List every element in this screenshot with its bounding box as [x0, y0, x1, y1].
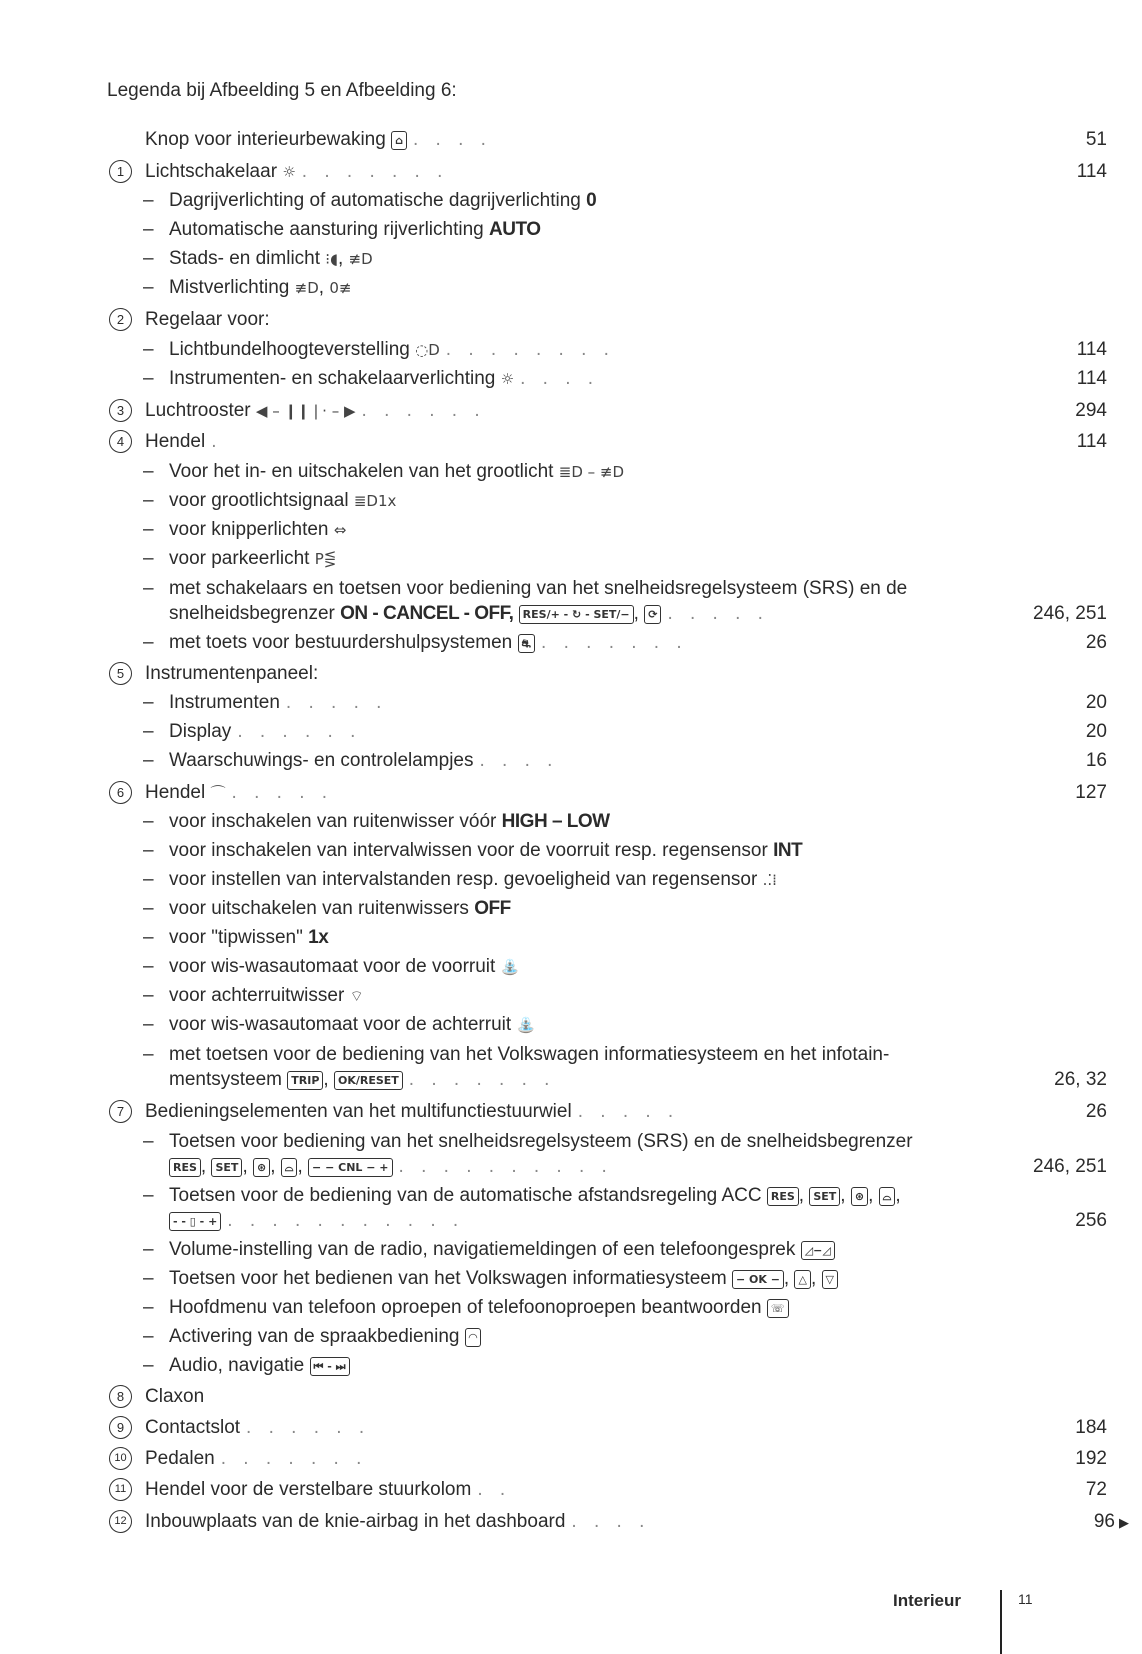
- front-fog-icon: ≢D: [294, 279, 319, 297]
- row-text: Claxon: [145, 1386, 205, 1407]
- page-ref: 246, 251: [1033, 603, 1107, 624]
- volume-key-icon: ◿−◿: [801, 1241, 835, 1260]
- row-text: snelheidsbegrenzer: [169, 603, 335, 624]
- row-text: Lichtbundelhoogteverstelling: [169, 339, 410, 360]
- phone-icon: ☏: [767, 1299, 789, 1318]
- res-key: RES: [169, 1158, 201, 1177]
- page-ref: 114: [1076, 431, 1107, 452]
- row-text: Instrumenten- en schakelaarverlichting: [169, 368, 496, 389]
- row-text: met toetsen voor de bediening van het Volkswagen informatiesysteem en het infotain-: [169, 1044, 890, 1065]
- page-ref: 96 ▶: [1093, 1511, 1129, 1532]
- set-key: SET: [809, 1187, 840, 1206]
- set-key: SET: [211, 1158, 242, 1177]
- page-ref: 26: [1085, 1101, 1107, 1122]
- row-text: Luchtrooster: [145, 400, 251, 421]
- row-text: Audio, navigatie: [169, 1355, 305, 1376]
- callout-badge: 12: [109, 1510, 132, 1533]
- turn-signal-icon: ⇔: [333, 521, 347, 539]
- page-ref: 114: [1076, 161, 1107, 182]
- callout-badge: 4: [109, 430, 132, 453]
- row-text: Hendel voor de verstelbare stuurkolom: [145, 1479, 472, 1500]
- callout-badge: 9: [109, 1416, 132, 1439]
- rear-wiper-icon: ⌔: [349, 987, 364, 1005]
- row-text: voor instellen van intervalstanden resp. gevoeligheid van regensensor: [169, 869, 758, 890]
- driver-assist-icon: ⛐: [518, 634, 536, 653]
- row-text: voor wis-wasautomaat voor de achterruit: [169, 1014, 512, 1035]
- continue-arrow-icon: ▶: [1119, 1515, 1129, 1530]
- row-text: Dagrijverlichting of automatische dagrijverlichting: [169, 190, 581, 211]
- row-text: Instrumenten: [169, 692, 280, 713]
- callout-badge: 1: [109, 160, 132, 183]
- parking-light-icon: P⋚: [314, 550, 337, 568]
- row-text: Hoofdmenu van telefoon oproepen of telefoonoproepen beantwoorden: [169, 1297, 762, 1318]
- row-text: mentsysteem: [169, 1069, 282, 1090]
- row-text: Contactslot: [145, 1417, 241, 1438]
- row-text: Voor het in- en uitschakelen van het grootlicht: [169, 461, 554, 482]
- callout-badge: 2: [109, 308, 132, 331]
- page-ref: 26: [1085, 632, 1107, 653]
- page-ref: 16: [1085, 750, 1107, 771]
- row-text: Inbouwplaats van de knie-airbag in het dashboard: [145, 1511, 566, 1532]
- section-title: Interieur: [893, 1591, 962, 1610]
- row-text: Toetsen voor het bedienen van het Volkswagen informatiesysteem: [169, 1268, 727, 1289]
- row-text: Mistverlichting: [169, 277, 290, 298]
- row-text: Bedieningselementen van het multifunctiestuurwiel: [145, 1101, 572, 1122]
- interval-icon: .⁚⁞: [762, 871, 777, 889]
- page-ref: 20: [1085, 692, 1107, 713]
- ok-key: − OK −: [732, 1270, 784, 1289]
- air-vent-icon: ◀ – ❙❙❘· – ▶: [255, 402, 356, 420]
- row-text: voor achterruitwisser: [169, 985, 345, 1006]
- row-text: voor inschakelen van intervalwissen voor de voorruit resp. regensensor: [169, 840, 768, 861]
- wiper-icon: ⌒: [210, 784, 226, 802]
- page-ref: 184: [1075, 1417, 1107, 1438]
- row-text: voor wis-wasautomaat voor de voorruit: [169, 956, 496, 977]
- page-ref: 72: [1085, 1479, 1107, 1500]
- row-text: Lichtschakelaar: [145, 161, 278, 182]
- voice-icon: ◠: [465, 1328, 481, 1347]
- row-text: Hendel: [145, 782, 206, 803]
- bold-code: OFF: [474, 898, 511, 919]
- row-text: met toets voor bestuurdershulpsystemen: [169, 632, 513, 653]
- row-text: Instrumentenpaneel:: [145, 663, 319, 684]
- callout-badge: 10: [109, 1447, 132, 1470]
- cnl-key: − − CNL − +: [308, 1158, 392, 1177]
- row-text: Hendel: [145, 431, 206, 452]
- row-text: voor grootlichtsignaal: [169, 490, 349, 511]
- callout-badge: 7: [109, 1100, 132, 1123]
- low-beam-icon: ≢D: [348, 250, 373, 268]
- skip-key: ⏮ - ⏭: [310, 1357, 350, 1376]
- page-ref: 256: [1075, 1210, 1107, 1231]
- rear-fog-icon: 0≢: [329, 279, 352, 297]
- bold-code: 1x: [308, 927, 329, 948]
- acc-icon: ⊛: [253, 1158, 270, 1177]
- row-text: voor "tipwissen": [169, 927, 303, 948]
- row-text: Stads- en dimlicht: [169, 248, 321, 269]
- distance-icon: ⌓: [879, 1187, 896, 1206]
- acc-icon: ⊛: [851, 1187, 868, 1206]
- row-text: voor inschakelen van ruitenwisser vóór: [169, 811, 497, 832]
- bold-code: INT: [773, 840, 803, 861]
- light-switch-icon: ☼: [282, 163, 296, 181]
- rear-washer-icon: ⛲: [516, 1016, 536, 1034]
- row-text: Waarschuwings- en controlelampjes: [169, 750, 474, 771]
- row-text: Knop voor interieurbewaking: [145, 129, 386, 150]
- trip-key: TRIP: [287, 1071, 323, 1090]
- side-light-icon: ⁝◖: [325, 250, 338, 268]
- row-text: met schakelaars en toetsen voor bediening van het snelheidsregelsysteem (SRS) en de: [169, 578, 908, 599]
- flash-icon: ≣D1x: [353, 492, 397, 510]
- row-text: Pedalen: [145, 1448, 215, 1469]
- page-number: 11: [1018, 1591, 1033, 1607]
- down-icon: ▽: [822, 1270, 838, 1289]
- row-text: voor knipperlichten: [169, 519, 329, 540]
- page-ref: 246, 251: [1033, 1156, 1107, 1177]
- page-ref: 127: [1075, 782, 1107, 803]
- interior-monitoring-icon: ⌂: [391, 131, 407, 150]
- callout-badge: 3: [109, 399, 132, 422]
- row-text: Volume-instelling van de radio, navigatiemeldingen of een telefoongesprek: [169, 1239, 796, 1260]
- row-text: voor uitschakelen van ruitenwissers: [169, 898, 469, 919]
- speed-limiter-icon: ⟳: [644, 605, 661, 624]
- srs-key: RES/+ - ↻ - SET/−: [519, 605, 634, 624]
- page-ref: 26, 32: [1054, 1069, 1107, 1090]
- row-text: Toetsen voor bediening van het snelheidsregelsysteem (SRS) en de snelheidsbegrenzer: [169, 1131, 913, 1152]
- res-key: RES: [767, 1187, 799, 1206]
- up-icon: △: [794, 1270, 810, 1289]
- page-ref: 114: [1076, 368, 1107, 389]
- headlight-range-icon: ◌D: [415, 341, 440, 359]
- bold-code: 0: [586, 190, 597, 211]
- ok-reset-key: OK/RESET: [334, 1071, 403, 1090]
- bold-code: ON - CANCEL - OFF,: [340, 603, 514, 624]
- callout-badge: 6: [109, 781, 132, 804]
- row-text: Regelaar voor:: [145, 309, 270, 330]
- page-ref: 51: [1085, 129, 1107, 150]
- legend-heading: Legenda bij Afbeelding 5 en Afbeelding 6:: [107, 80, 457, 101]
- distance-key: - - ▯ - +: [169, 1212, 221, 1231]
- row-text: voor parkeerlicht: [169, 548, 310, 569]
- washer-icon: ⛲: [500, 958, 520, 976]
- row-text: Toetsen voor de bediening van de automatische afstandsregeling ACC: [169, 1185, 762, 1206]
- row-text: Activering van de spraakbediening: [169, 1326, 460, 1347]
- bold-code: HIGH – LOW: [501, 811, 610, 832]
- row-text: Display: [169, 721, 232, 742]
- page-ref: 114: [1076, 339, 1107, 360]
- page-ref: 192: [1075, 1448, 1107, 1469]
- callout-badge: 11: [109, 1478, 132, 1501]
- callout-badge: 5: [109, 662, 132, 685]
- bold-code: AUTO: [489, 219, 541, 240]
- page-ref: 20: [1085, 721, 1107, 742]
- row-text: Automatische aansturing rijverlichting: [169, 219, 484, 240]
- high-beam-icon: ≣D – ≢D: [558, 463, 625, 481]
- callout-badge: 8: [109, 1385, 132, 1408]
- limiter-icon: ⌓: [281, 1158, 298, 1177]
- instrument-lighting-icon: ☼: [500, 370, 515, 388]
- page-ref: 294: [1075, 400, 1107, 421]
- footer-divider: [1000, 1590, 1002, 1654]
